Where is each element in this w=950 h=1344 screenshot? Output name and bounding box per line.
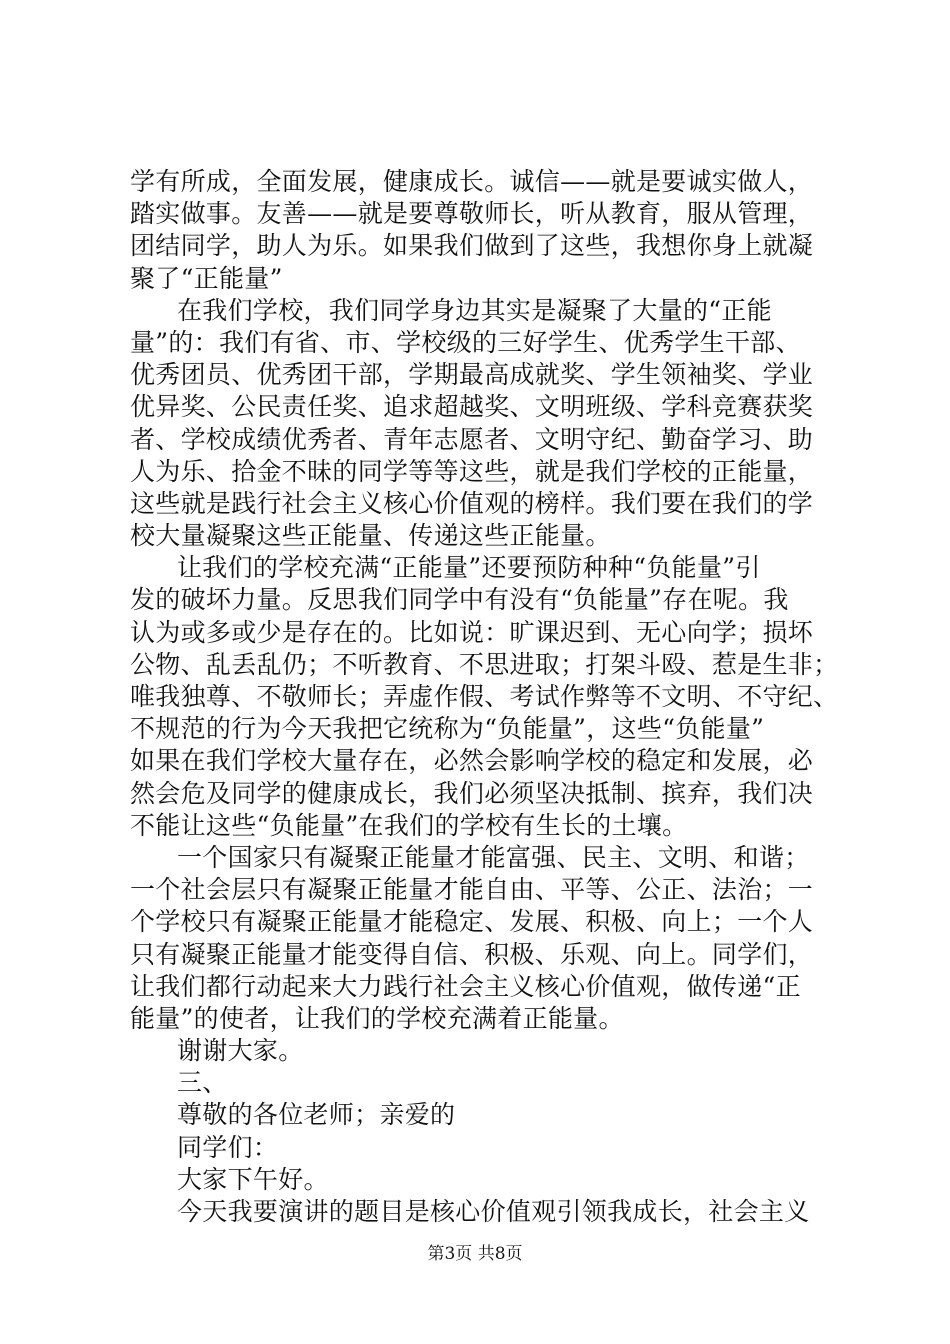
text-line: 发的破坏力量。反思我们同学中有没有“负能量”存在呢。我: [130, 585, 789, 615]
text-line: 优异奖、公民责任奖、追求超越奖、文明班级、学科竞赛获奖: [130, 392, 814, 422]
text-line: 谢谢大家。: [177, 1036, 304, 1066]
text-line: 者、学校成绩优秀者、青年志愿者、文明守纪、勤奋学习、助: [130, 424, 814, 454]
text-line: 优秀团员、优秀团干部，学期最高成就奖、学生领袖奖、学业: [130, 360, 814, 390]
text-line: 大家下午好。: [177, 1164, 329, 1194]
text-line: 如果在我们学校大量存在，必然会影响学校的稳定和发展，必: [130, 746, 814, 776]
text-line: 尊敬的各位老师；亲爱的: [177, 1100, 456, 1130]
text-line: 让我们都行动起来大力践行社会主义核心价值观，做传递“正: [130, 971, 801, 1001]
text-line: 然会危及同学的健康成长，我们必须坚决抵制、摈弃，我们决: [130, 778, 814, 808]
text-line: 让我们的学校充满“正能量”还要预防种种“负能量”引: [177, 553, 761, 583]
text-line: 一个国家只有凝聚正能量才能富强、民主、文明、和谐；: [177, 842, 810, 872]
text-line: 校大量凝聚这些正能量、传递这些正能量。: [130, 521, 611, 551]
text-line: 公物、乱丢乱仍；不听教育、不思进取；打架斗殴、惹是生非；: [130, 649, 839, 679]
text-line: 个学校只有凝聚正能量才能稳定、发展、积极、向上；一个人: [130, 907, 814, 937]
text-line: 只有凝聚正能量才能变得自信、积极、乐观、向上。同学们，: [130, 939, 814, 969]
page-footer: 第3页 共8页: [427, 1244, 523, 1264]
text-line: 在我们学校，我们同学身边其实是凝聚了大量的“正能: [177, 295, 772, 325]
text-line: 同学们：: [177, 1132, 279, 1162]
text-line: 唯我独尊、不敬师长；弄虚作假、考试作弊等不文明、不守纪、: [130, 682, 839, 711]
text-line: 聚了“正能量”: [130, 263, 283, 293]
text-line: 人为乐、拾金不昧的同学等等这些，就是我们学校的正能量，: [130, 456, 814, 486]
document-body: [130, 166, 840, 1228]
text-line: 不能让这些“负能量”在我们的学校有生长的土壤。: [130, 810, 688, 840]
text-line: 不规范的行为今天我把它统称为“负能量”，这些“负能量”: [130, 714, 765, 744]
text-line: 三、: [177, 1068, 228, 1098]
text-line: 一个社会层只有凝聚正能量才能自由、平等、公正、法治；一: [130, 875, 814, 905]
text-line: 踏实做事。友善——就是要尊敬师长，听从教育，服从管理，: [130, 199, 814, 229]
text-line: 量”的：我们有省、市、学校级的三好学生、优秀学生干部、: [130, 327, 801, 357]
text-line: 团结同学，助人为乐。如果我们做到了这些，我想你身上就凝: [130, 231, 814, 261]
text-line: 能量”的使者，让我们的学校充满着正能量。: [130, 1003, 624, 1033]
text-line: 认为或多或少是存在的。比如说：旷课迟到、无心向学；损坏: [130, 617, 814, 647]
text-line: 今天我要演讲的题目是核心价值观引领我成长，社会主义: [177, 1197, 810, 1226]
text-line: 学有所成，全面发展，健康成长。诚信——就是要诚实做人，: [130, 167, 814, 196]
text-line: 这些就是践行社会主义核心价值观的榜样。我们要在我们的学: [130, 488, 814, 518]
